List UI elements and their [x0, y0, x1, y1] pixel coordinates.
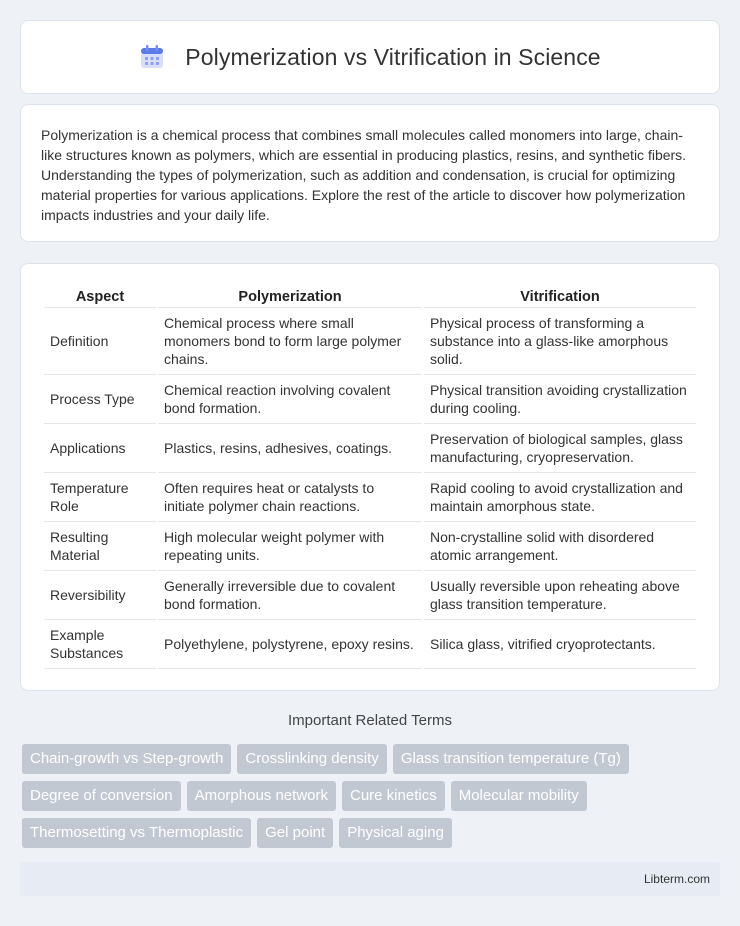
term-tag[interactable]: Glass transition temperature (Tg) [393, 744, 629, 774]
term-tag[interactable]: Cure kinetics [342, 781, 445, 811]
header-vitrification: Vitrification [424, 284, 696, 308]
term-tag[interactable]: Degree of conversion [22, 781, 181, 811]
term-row [22, 781, 722, 811]
table-row [44, 522, 696, 571]
term-tag[interactable]: Amorphous network [187, 781, 336, 811]
table-header-row [44, 284, 696, 308]
cell-vitrification: Physical process of transforming a substance into a glass-like amorphous solid. [424, 308, 696, 375]
cell-polymerization: Chemical process where small monomers bond to form large polymer chains. [158, 308, 422, 375]
related-terms [22, 744, 722, 855]
cell-vitrification: Preservation of biological samples, glass manufacturing, cryopreservation. [424, 424, 696, 473]
cell-aspect: Definition [44, 308, 156, 375]
cell-aspect: Example Substances [44, 620, 156, 669]
cell-polymerization: Polyethylene, polystyrene, epoxy resins. [158, 620, 422, 669]
table-row [44, 308, 696, 375]
table-row [44, 473, 696, 522]
page-header [20, 20, 720, 94]
cell-polymerization: Plastics, resins, adhesives, coatings. [158, 424, 422, 473]
header-aspect: Aspect [44, 284, 156, 308]
cell-polymerization: High molecular weight polymer with repeating units. [158, 522, 422, 571]
cell-polymerization: Generally irreversible due to covalent bond formation. [158, 571, 422, 620]
cell-vitrification: Non-crystalline solid with disordered atomic arrangement. [424, 522, 696, 571]
table-row [44, 375, 696, 424]
related-terms-title: Important Related Terms [288, 712, 452, 729]
table-row [44, 424, 696, 473]
comparison-table [42, 284, 698, 669]
cell-vitrification: Silica glass, vitrified cryoprotectants. [424, 620, 696, 669]
header-polymerization: Polymerization [158, 284, 422, 308]
term-tag[interactable]: Gel point [257, 818, 333, 848]
cell-aspect: Reversibility [44, 571, 156, 620]
term-tag[interactable]: Crosslinking density [237, 744, 386, 774]
term-row [22, 818, 722, 848]
intro-text: Polymerization is a chemical process that combines small molecules called monomers into large, chain-like structures known as polymers, which are essential in producing plastics, resins, and synthetic fibers. Understanding the types of polymerization, such as addition and condensation, is crucial for optimizing material properties for various applications. Explore the rest of the article to discover how polymerization impacts industries and your daily life. [41, 127, 687, 223]
comparison-section [20, 263, 720, 691]
term-tag[interactable]: Molecular mobility [451, 781, 587, 811]
table-row [44, 571, 696, 620]
term-tag[interactable]: Chain-growth vs Step-growth [22, 744, 231, 774]
cell-aspect: Process Type [44, 375, 156, 424]
calendar-icon [139, 44, 165, 70]
term-tag[interactable]: Thermosetting vs Thermoplastic [22, 818, 251, 848]
footer [20, 862, 720, 896]
table-row [44, 620, 696, 669]
cell-polymerization: Often requires heat or catalysts to initiate polymer chain reactions. [158, 473, 422, 522]
intro-section [20, 104, 720, 242]
cell-vitrification: Usually reversible upon reheating above glass transition temperature. [424, 571, 696, 620]
cell-polymerization: Chemical reaction involving covalent bond formation. [158, 375, 422, 424]
cell-aspect: Applications [44, 424, 156, 473]
term-row [22, 744, 722, 774]
cell-aspect: Resulting Material [44, 522, 156, 571]
cell-vitrification: Physical transition avoiding crystallization during cooling. [424, 375, 696, 424]
term-tag[interactable]: Physical aging [339, 818, 452, 848]
footer-site-link[interactable]: Libterm.com [643, 872, 710, 886]
cell-vitrification: Rapid cooling to avoid crystallization and maintain amorphous state. [424, 473, 696, 522]
cell-aspect: Temperature Role [44, 473, 156, 522]
page-title: Polymerization vs Vitrification in Science [185, 43, 601, 70]
